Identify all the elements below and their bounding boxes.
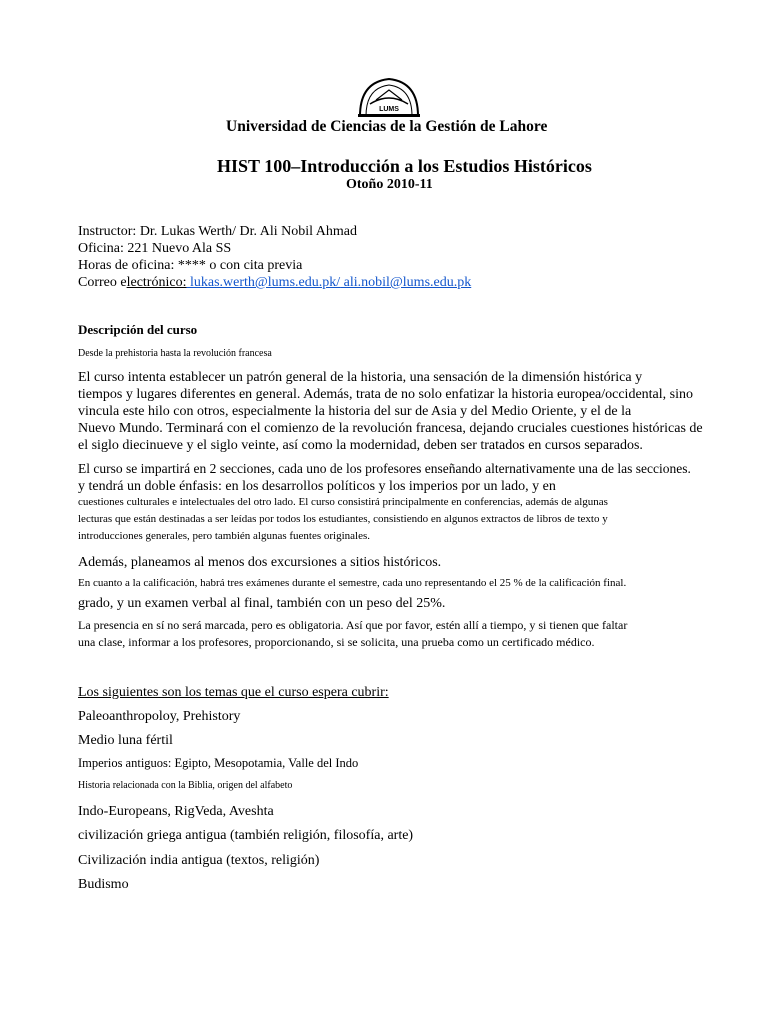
para1-line: Nuevo Mundo. Terminará con el comienzo de la revolución francesa, dejando cruciales cuestiones históricas de (78, 421, 703, 436)
excursions-line: Además, planeamos al menos dos excursiones a sitios históricos. (78, 555, 442, 570)
term: Otoño 2010-11 (346, 177, 433, 192)
university-logo (356, 76, 422, 120)
topics-heading: Los siguientes son los temas que el curso espera cubrir: (78, 685, 389, 700)
email-label-prefix: Correo e (78, 275, 127, 290)
course-title: HIST 100–Introducción a los Estudios Históricos (217, 156, 592, 176)
para1-line: vincula este hilo con otros, especialmente la historia del sur de Asia y del Medio Oriente, y el de la (78, 404, 632, 419)
office-line: Oficina: 221 Nuevo Ala SS (78, 241, 232, 256)
email-link-nobil[interactable]: ali.nobil@lums.edu.pk (340, 275, 472, 290)
para2-line: y tendrá un doble énfasis: en los desarrollos políticos y los imperios por un lado, y en (78, 479, 556, 494)
topic-item: Indo-Europeans, RigVeda, Aveshta (78, 804, 274, 819)
logo-text: LUMS (379, 106, 399, 113)
para2-line: introducciones generales, pero también algunas fuentes originales. (78, 530, 371, 542)
topic-item: Civilización india antigua (textos, religión) (78, 853, 320, 868)
attendance-line: una clase, informar a los profesores, proporcionando, si se solicita, una prueba como un certificado médico. (78, 635, 595, 649)
grading-line: En cuanto a la calificación, habrá tres exámenes durante el semestre, cada uno representando el 25 % de la calificación final. (78, 577, 627, 589)
office-hours-line: Horas de oficina: **** o con cita previa (78, 258, 303, 273)
topic-item: Paleoanthropoloy, Prehistory (78, 709, 241, 724)
email-label-rest: lectrónico: (126, 275, 187, 290)
description-heading: Descripción del curso (78, 322, 198, 337)
topic-item: civilización griega antigua (también religión, filosofía, arte) (78, 828, 414, 843)
email-link-werth[interactable]: lukas.werth@lums.edu.pk/ (186, 275, 341, 290)
topic-item: Medio luna fértil (78, 733, 173, 748)
university-name: Universidad de Ciencias de la Gestión de Lahore (226, 118, 548, 135)
description-subtitle: Desde la prehistoria hasta la revolución francesa (78, 348, 272, 359)
para2-line: El curso se impartirá en 2 secciones, cada uno de los profesores enseñando alternativamente una de las secciones. (78, 461, 691, 476)
email-line (78, 275, 471, 291)
para1-line: tiempos y lugares diferentes en general. Además, trata de no solo enfatizar la historia europea/occidental, sino (78, 387, 693, 402)
instructor-line: Instructor: Dr. Lukas Werth/ Dr. Ali Nobil Ahmad (78, 224, 357, 239)
para2-line: lecturas que están destinadas a ser leídas por todos los estudiantes, consistiendo en algunos extractos de libros de texto y (78, 513, 608, 525)
para1-line: El curso intenta establecer un patrón general de la historia, una sensación de la dimensión histórica y (78, 370, 643, 385)
grading-line: grado, y un examen verbal al final, también con un peso del 25%. (78, 596, 446, 611)
attendance-line: La presencia en sí no será marcada, pero es obligatoria. Así que por favor, estén allí a tiempo, y si tienen que faltar (78, 618, 628, 632)
topic-item: Historia relacionada con la Biblia, origen del alfabeto (78, 780, 293, 791)
topic-item: Imperios antiguos: Egipto, Mesopotamia, Valle del Indo (78, 756, 359, 770)
para1-line: el siglo diecinueve y el siglo veinte, así como la modernidad, deben ser tratados en cursos separados. (78, 438, 643, 453)
para2-line: cuestiones culturales e intelectuales del otro lado. El curso consistirá principalmente en conferencias, además de algunas (78, 496, 608, 508)
topic-item: Budismo (78, 877, 129, 892)
